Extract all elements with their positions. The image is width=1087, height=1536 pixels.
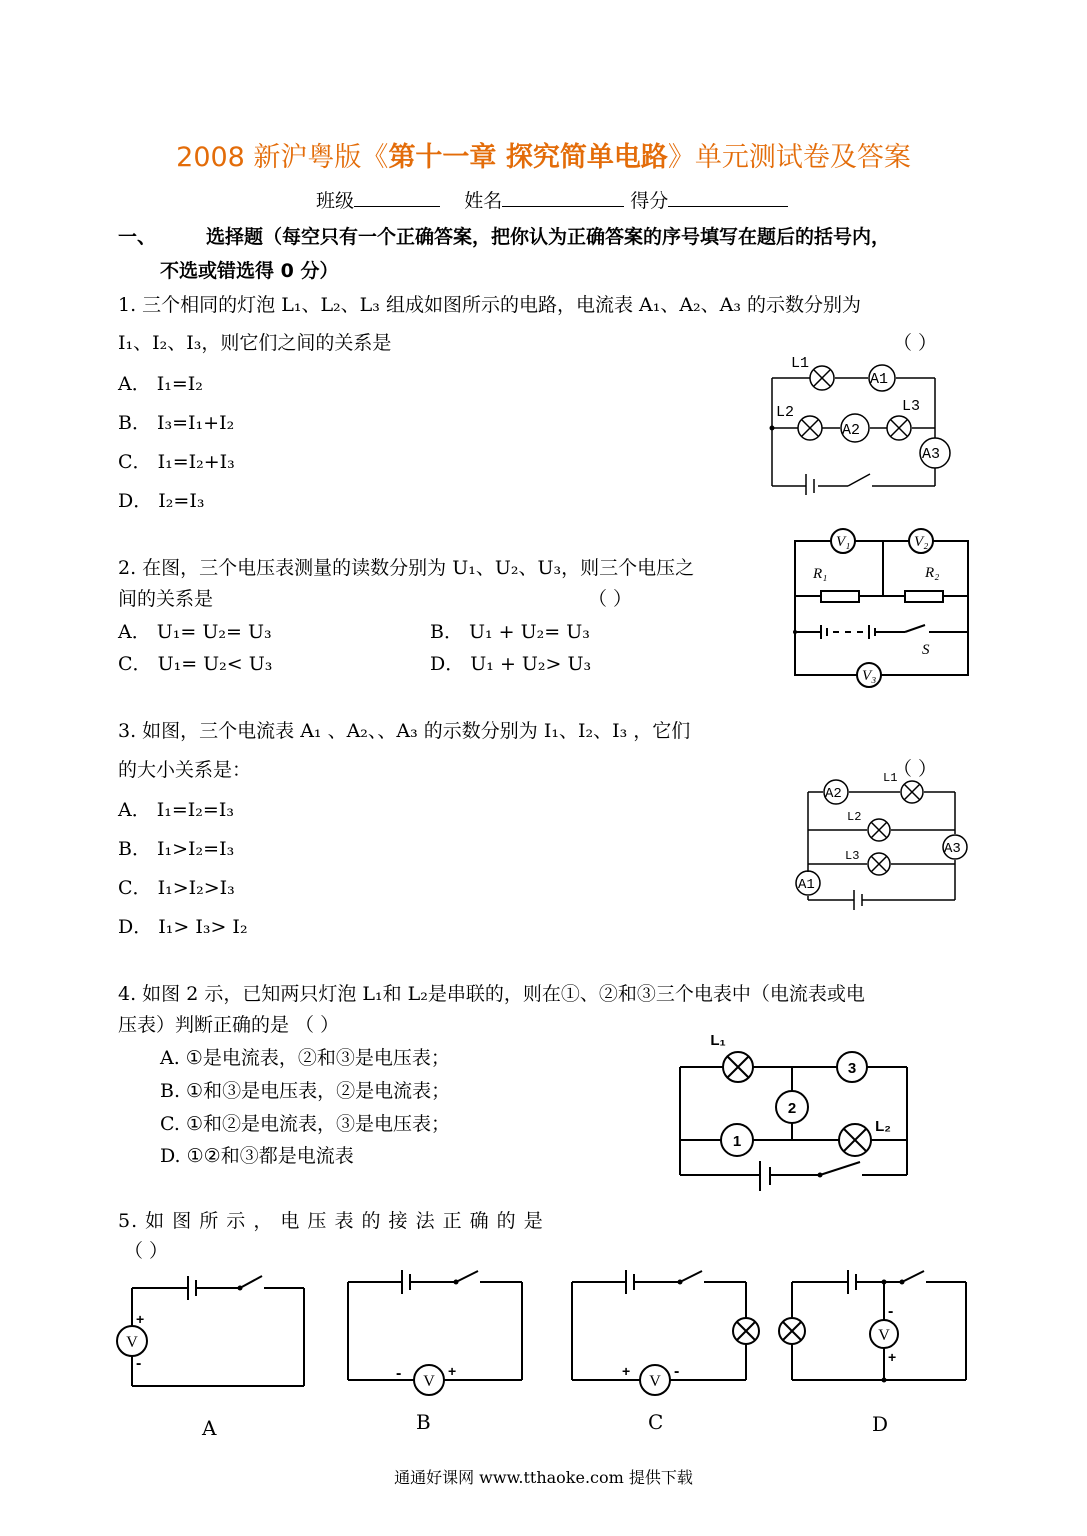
q1-stem-cont: I₁、I₂、I₃，则它们之间的关系是 (118, 332, 392, 354)
q1-circuit-diagram (760, 350, 960, 495)
q5-stem: 5. 如 图 所 示 ， 电 压 表 的 接 法 正 确 的 是 (118, 1210, 544, 1232)
q1-option-c: C． I₁=I₂+I₃ (118, 451, 235, 473)
q5-label-b: B (416, 1410, 431, 1434)
q2-voltmeter3-label: V₃ (862, 668, 877, 684)
q4-stem: 4. 如图 2 示，已知两只灯泡 L₁和 L₂是串联的，则在①、②和③三个电表中（电流表或电 (118, 983, 865, 1005)
q3-option-a: A． I₁=I₂=I₃ (118, 799, 234, 821)
q5c-minus-sign: - (674, 1363, 680, 1380)
q5d-plus-sign: + (888, 1349, 897, 1365)
q2-stem-cont: 间的关系是 (118, 588, 214, 610)
q2-resistor2-label: R₂ (925, 565, 940, 581)
q4-meter3-label: 3 (847, 1060, 857, 1077)
q2-switch-label: S (922, 642, 930, 658)
q3-ammeter3-label: A3 (944, 841, 961, 857)
q5b-voltmeter-label: V (423, 1373, 435, 1390)
q5c-plus-sign: + (622, 1363, 631, 1379)
q2-stem: 2. 在图，三个电压表测量的读数分别为 U₁、U₂、U₃，则三个电压之 (118, 557, 695, 579)
score-label: 得分 (630, 190, 669, 212)
q5b-minus-sign: - (396, 1365, 402, 1382)
q5-label-a: A (202, 1416, 217, 1440)
q4-lamp2-label: L₂ (875, 1118, 891, 1135)
q5-answer-paren[interactable]: （ ） (124, 1240, 169, 1262)
q2-option-b: B． U₁ + U₂= U₃ (430, 621, 590, 643)
q1-ammeter1-label: A1 (870, 371, 889, 388)
q4-option-d: D. ①②和③都是电流表 (160, 1145, 354, 1167)
q2-option-c: C． U₁= U₂< U₃ (118, 653, 273, 675)
q3-answer-paren[interactable]: （ ） (893, 758, 938, 780)
q1-lamp1-label: L1 (791, 355, 810, 372)
q4-option-c: C. ①和②是电流表，③是电压表； (160, 1113, 450, 1135)
q5-diagram-a (112, 1268, 312, 1398)
q1-option-b: B． I₃=I₁+I₂ (118, 412, 235, 434)
q4-meter2-label: 2 (787, 1100, 797, 1117)
q3-ammeter1-label: A1 (798, 877, 815, 893)
q3-ammeter2-label: A2 (825, 786, 842, 802)
section-heading: 选择题（每空只有一个正确答案，把你认为正确答案的序号填写在题后的括号内， (206, 226, 891, 248)
q3-option-d: D． I₁> I₃> I₂ (118, 916, 248, 938)
q3-stem: 3. 如图，三个电流表 A₁ 、A₂、、A₃ 的示数分别为 I₁、I₂、I₃ ，它们 (118, 720, 691, 742)
q5-label-c: C (648, 1410, 664, 1434)
q5d-voltmeter-label: V (878, 1327, 890, 1344)
q1-lamp3-label: L3 (902, 398, 921, 415)
q1-option-a: A． I₁=I₂ (118, 373, 203, 395)
q5-diagram-c (560, 1268, 770, 1398)
class-label: 班级 (316, 190, 355, 212)
q4-stem-cont: 压表）判断正确的是 （ ） (118, 1014, 340, 1036)
q5d-minus-sign: - (888, 1303, 894, 1320)
q3-stem-cont: 的大小关系是： (118, 759, 252, 781)
q3-option-c: C． I₁>I₂>I₃ (118, 877, 235, 899)
q5b-plus-sign: + (448, 1363, 457, 1379)
q3-lamp2-label: L2 (847, 810, 862, 824)
q2-voltmeter1-label: V₁ (836, 534, 851, 550)
q1-lamp2-label: L2 (776, 404, 795, 421)
q5c-voltmeter-label: V (649, 1373, 661, 1390)
section-heading-cont: 不选或错选得 0 分） (160, 260, 339, 282)
q2-option-d: D． U₁ + U₂> U₃ (430, 653, 592, 675)
q1-ammeter3-label: A3 (922, 446, 941, 463)
page-title: 2008 新沪粤版《第十一章 探究简单电路》单元测试卷及答案 (176, 142, 911, 173)
q2-voltmeter2-label: V₂ (914, 534, 929, 550)
q1-option-d: D． I₂=I₃ (118, 490, 205, 512)
q2-option-a: A． U₁= U₂= U₃ (118, 621, 272, 643)
q4-meter1-label: 1 (732, 1133, 742, 1150)
q4-circuit-diagram (672, 1030, 917, 1195)
q1-answer-paren[interactable]: （ ） (893, 332, 938, 354)
name-blank[interactable] (502, 188, 624, 207)
q5-diagram-d (778, 1268, 978, 1398)
q2-circuit-diagram (785, 522, 977, 692)
q4-option-b: B. ①和③是电压表，②是电流表； (160, 1080, 451, 1102)
page-footer: 通通好课网 www.tthaoke.com 提供下载 (394, 1468, 693, 1487)
q1-stem: 1. 三个相同的灯泡 L₁、L₂、L₃ 组成如图所示的电路，电流表 A₁、A₂、A₃ 的示数分别为 (118, 294, 862, 316)
q3-lamp1-label: L1 (883, 771, 898, 785)
q3-option-b: B． I₁>I₂=I₃ (118, 838, 235, 860)
student-info-row (316, 186, 788, 213)
q5a-minus-sign: - (136, 1355, 142, 1372)
q3-lamp3-label: L3 (845, 849, 860, 863)
q5a-voltmeter-label: V (126, 1334, 138, 1351)
class-blank[interactable] (354, 188, 440, 207)
section-number: 一、 (118, 226, 157, 248)
q5-label-d: D (872, 1412, 889, 1436)
q5a-plus-sign: + (136, 1311, 145, 1327)
q1-ammeter2-label: A2 (842, 422, 861, 439)
q2-answer-paren[interactable]: （ ） (588, 588, 633, 610)
score-blank[interactable] (668, 188, 788, 207)
q3-circuit-diagram (790, 766, 975, 921)
q4-option-a: A. ①是电流表，②和③是电压表； (160, 1047, 450, 1069)
q2-resistor1-label: R₁ (813, 566, 828, 582)
q5-diagram-b (336, 1268, 536, 1398)
name-label: 姓名 (464, 190, 503, 212)
q4-lamp1-label: L₁ (710, 1032, 726, 1049)
